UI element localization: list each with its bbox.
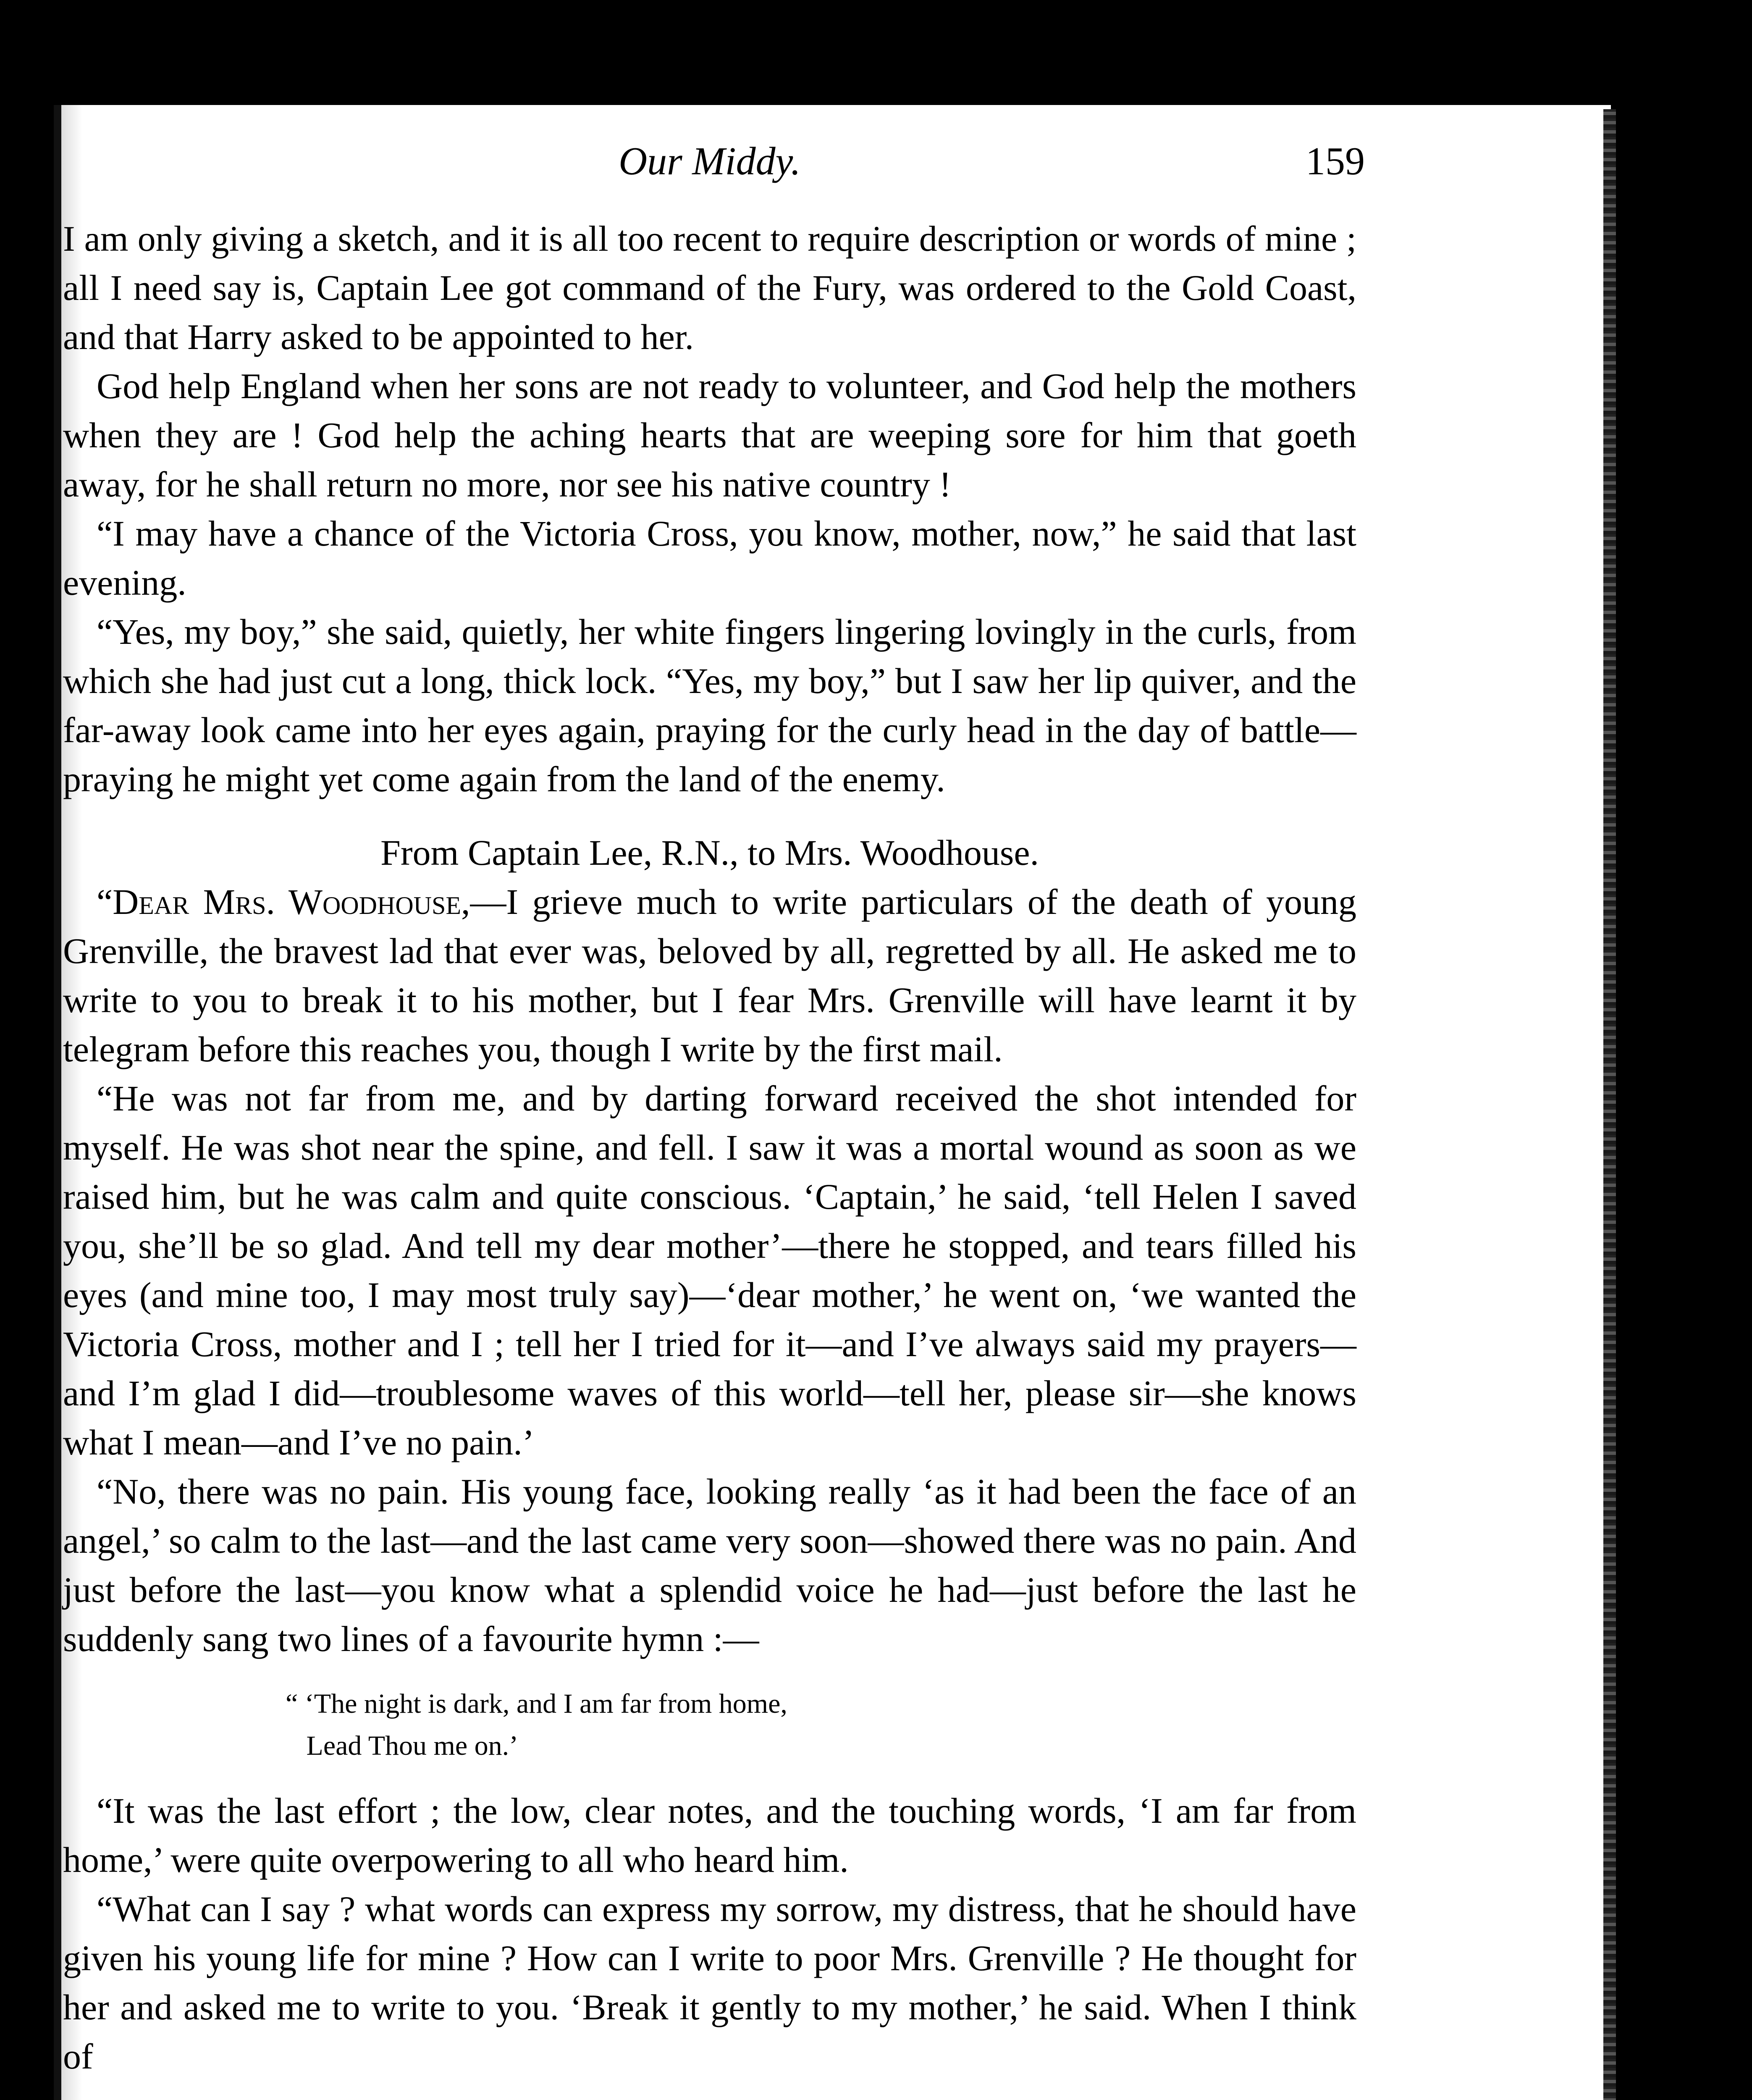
letter-paragraph-1 (63, 877, 1356, 1074)
letter-paragraph-1-text: —I grieve much to write particulars of the death of young Grenville, the bravest lad that ever was, beloved by all, regretted by all. He asked me to write to you to break it to his mother, but I fear Mrs. Grenville will have learnt it by telegram before this reaches you, though I write by the first mail. (63, 882, 1356, 1069)
hymn-line: “ ‘The night is dark, and I am far from home, (286, 1688, 787, 1719)
hymn-line: Lead Thou me on.’ (286, 1730, 519, 1761)
letter-paragraph-4: “It was the last effort ; the low, clear notes, and the touching words, ‘I am far from home,’ were quite overpowering to all who heard him. (63, 1790, 1356, 1880)
running-head (63, 139, 1365, 214)
letter-paragraph-5: “What can I say ? what words can express my sorrow, my distress, that he should have given his young life for mine ? How can I write to poor Mrs. Grenville ? He thought for her and asked me to write to you. ‘Break it gently to my mother,’ he said. When I think of (63, 1889, 1356, 2076)
paragraph-2: God help England when her sons are not ready to volunteer, and God help the mothers when they are ! God help the aching hearts that are weeping sore for him that goeth away, for he shall return no more, nor see his native country ! (63, 366, 1356, 504)
letter-heading: From Captain Lee, R.N., to Mrs. Woodhouse. (380, 832, 1039, 873)
letter-salutation: “Dear Mrs. Woodhouse, (97, 882, 470, 922)
paragraph-4: “Yes, my boy,” she said, quietly, her white fingers lingering lovingly in the curls, from which she had just cut a long, thick lock. “Yes, my boy,” but I saw her lip quiver, and the far-away look came into her eyes again, praying for the curly head in the day of battle—praying he might yet come again from the land of the enemy. (63, 612, 1356, 799)
text-block (63, 139, 1365, 2081)
letter-paragraph-3: “No, there was no pain. His young face, looking really ‘as it had been the face of an angel,’ so calm to the last—and the last came very soon—showed there was no pain. And just before the last—you know what a splendid voice he had—just before the last he suddenly sang two lines of a favourite hymn :— (63, 1471, 1356, 1659)
letter-paragraph-2: “He was not far from me, and by darting forward received the shot intended for myself. He was shot near the spine, and fell. I saw it was a mortal wound as soon as we raised him, but he was calm and quite conscious. ‘Captain,’ he said, ‘tell Helen I saved you, she’ll be so glad. And tell my dear mother’—there he stopped, and tears filled his eyes (and mine too, I may most truly say)—‘dear mother,’ he went on, ‘we wanted the Victoria Cross, mother and I ; tell her I tried for it—and I’ve always said my prayers—and I’m glad I did—troublesome waves of this world—tell her, please sir—she knows what I mean—and I’ve no pain.’ (63, 1078, 1356, 1462)
page-number: 159 (1306, 139, 1365, 183)
running-title: Our Middy. (619, 139, 801, 183)
page-edge-fringe (1603, 109, 1616, 2100)
paragraph-3: “I may have a chance of the Victoria Cross, you know, mother, now,” he said that last evening. (63, 513, 1356, 603)
paragraph-1: I am only giving a sketch, and it is all too recent to require description or words of mine ; all I need say is, Captain Lee got command of the Fury, was ordered to the Gold Coast, and that Harry asked to be appointed to her. (63, 218, 1356, 357)
hymn-quote (286, 1683, 1356, 1767)
